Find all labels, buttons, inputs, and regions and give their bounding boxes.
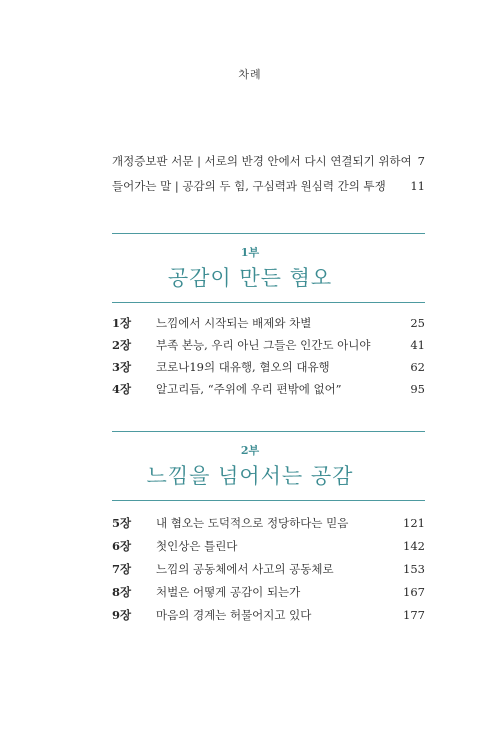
chapter-page: 177 [403, 608, 425, 622]
part-divider [112, 233, 425, 234]
chapter-title: 내 혐오는 도덕적으로 정당하다는 믿음 [156, 516, 349, 530]
chapter-entry[interactable] [112, 605, 425, 625]
chapter-title: 코로나19의 대유행, 혐오의 대유행 [156, 360, 330, 374]
entry-page: 7 [417, 154, 425, 168]
chapter-title: 느낌에서 시작되는 배제와 차별 [156, 316, 312, 330]
chapter-page: 41 [410, 338, 425, 352]
chapter-number: 9장 [112, 608, 132, 622]
part-divider [112, 431, 425, 432]
entry-title: 들어가는 말 | 공감의 두 힘, 구심력과 원심력 간의 투쟁 [112, 179, 386, 193]
chapter-entry[interactable] [112, 559, 425, 579]
chapter-entry[interactable] [112, 379, 425, 399]
front-matter-entry[interactable] [112, 151, 425, 171]
chapter-entry[interactable] [112, 313, 425, 333]
chapter-page: 95 [410, 382, 425, 396]
chapter-entry[interactable] [112, 335, 425, 355]
chapter-entry[interactable] [112, 582, 425, 602]
chapter-number: 4장 [112, 382, 132, 396]
chapter-number: 8장 [112, 585, 132, 599]
chapter-number: 2장 [112, 338, 132, 352]
chapter-title: 첫인상은 틀린다 [156, 539, 238, 553]
part-label: 1부 [240, 246, 260, 259]
part-divider [112, 302, 425, 303]
chapter-title: 느낌의 공동체에서 사고의 공동체로 [156, 562, 334, 576]
chapter-number: 3장 [112, 360, 132, 374]
chapter-title: 마음의 경계는 허물어지고 있다 [156, 608, 312, 622]
toc-title: 차례 [238, 68, 262, 81]
part-divider [112, 500, 425, 501]
part-label: 2부 [240, 444, 260, 457]
chapter-page: 142 [403, 539, 425, 553]
chapter-title: 부족 본능, 우리 아닌 그들은 인간도 아니야 [156, 338, 371, 352]
part-title: 느낌을 넘어서는 공감 [146, 464, 354, 488]
chapter-entry[interactable] [112, 357, 425, 377]
part-title: 공감이 만든 혐오 [167, 266, 333, 290]
chapter-page: 25 [410, 316, 425, 330]
chapter-page: 167 [403, 585, 425, 599]
chapter-page: 62 [410, 360, 425, 374]
chapter-page: 153 [403, 562, 425, 576]
chapter-number: 6장 [112, 539, 132, 553]
chapter-title: 알고리듬, “주위에 우리 편밖에 없어” [156, 382, 342, 396]
chapter-title: 처벌은 어떻게 공감이 되는가 [156, 585, 301, 599]
entry-title: 개정증보판 서문 | 서로의 반경 안에서 다시 연결되기 위하여 [112, 154, 412, 168]
chapter-number: 7장 [112, 562, 132, 576]
entry-page: 11 [410, 179, 425, 193]
chapter-entry[interactable] [112, 536, 425, 556]
front-matter-entry[interactable] [112, 176, 425, 196]
chapter-page: 121 [403, 516, 425, 530]
chapter-number: 5장 [112, 516, 132, 530]
chapter-number: 1장 [112, 316, 132, 330]
chapter-entry[interactable] [112, 513, 425, 533]
